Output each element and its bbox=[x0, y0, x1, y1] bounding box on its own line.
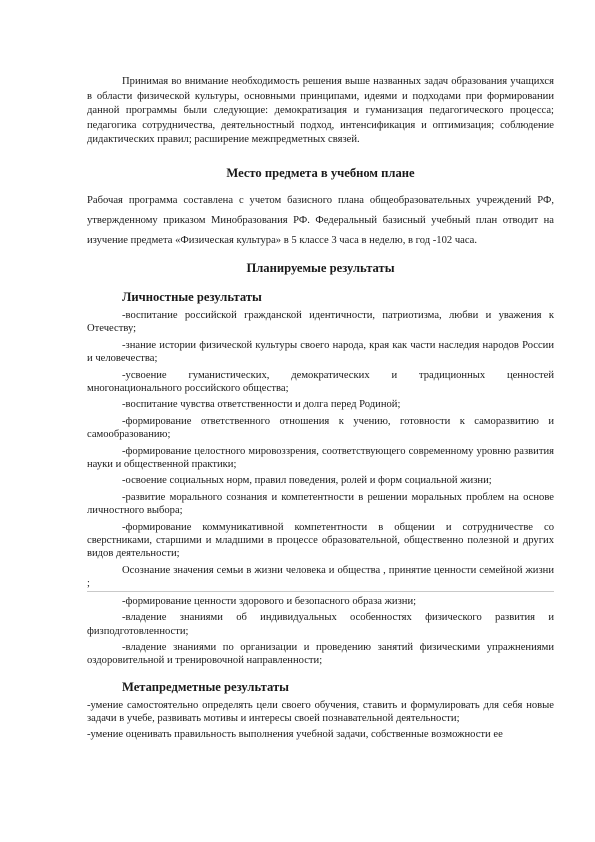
intro-paragraph: Принимая во внимание необходимость решения выше названных задач образования учащихся в области физической культуры, основными принципами, идеями и подходами при формировании данной программы были следующие: демократизация и гуманизация педагогического процесса; педагогика сотрудничества, деятельностный подход, интенсификация и оптимизация; соблюдение дидактических правил; расширение межпредметных связей. bbox=[87, 76, 554, 146]
personal-heading-bold: результаты bbox=[196, 289, 262, 304]
list-item: -владение знаниями по организации и проведению занятий физическими упражнениями оздоровительной и тренировочной направленности; bbox=[87, 641, 554, 667]
meta-heading-text: Метапредметные bbox=[122, 679, 225, 694]
list-item: -формирование целостного мировоззрения, соответствующего современному уровню развития науки и общественной практики; bbox=[87, 445, 554, 471]
meta-heading-bold: результаты bbox=[224, 679, 289, 694]
list-item: -формирование коммуникативной компетентности в общении и сотрудничестве со сверстниками, старшими и младшими в процессе образовательной, общественно полезной и других видов деятельности; bbox=[87, 521, 554, 560]
place-heading: Место предмета в учебном плане bbox=[226, 165, 415, 180]
results-heading: Планируемые результаты bbox=[246, 260, 395, 275]
list-item: -формирование ценности здорового и безопасного образа жизни; bbox=[122, 595, 417, 607]
list-item: -воспитание российской гражданской идентичности, патриотизма, любви и уважения к Отечеству; bbox=[87, 309, 554, 335]
list-item: -владение знаниями об индивидуальных особенностях физического развития и физподготовленности; bbox=[87, 612, 554, 637]
list-item: -воспитание чувства ответственности и долга перед Родиной; bbox=[122, 399, 401, 411]
personal-heading-text: Личностные bbox=[122, 289, 197, 304]
personal-results-list bbox=[87, 309, 554, 668]
list-item: -умение оценивать правильность выполнения учебной задачи, собственные возможности ее bbox=[87, 728, 503, 740]
list-item: -развитие морального сознания и компетентности в решении моральных проблем на основе личностного выбора; bbox=[87, 491, 554, 517]
meta-results-list bbox=[87, 699, 554, 741]
place-paragraph: Рабочая программа составлена с учетом базисного плана общеобразовательных учреждений РФ, утвержденному приказом Минобразования РФ. Федеральный базисный учебный план отводит на изучение предмета «Физическая культура» в 5 классе 3 часа в неделю, в год -102 часа. bbox=[87, 194, 554, 246]
document-page bbox=[87, 75, 554, 743]
list-item: -освоение социальных норм, правил поведения, ролей и форм социальной жизни; bbox=[122, 475, 492, 487]
list-item: -знание истории физической культуры своего народа, края как части наследия народов России и человечества; bbox=[87, 339, 554, 365]
list-item: -формирование ответственного отношения к учению, готовности к саморазвитию и самообразованию; bbox=[87, 415, 554, 441]
meta-results-heading bbox=[122, 680, 554, 695]
list-item: -усвоение гуманистических, демократических и традиционных ценностей многонационального российского общества; bbox=[87, 369, 554, 394]
list-item: -умение самостоятельно определять цели своего обучения, ставить и формулировать для себя новые задачи в учебе, развивать мотивы и интересы своей познавательной деятельности; bbox=[87, 699, 554, 725]
list-item: Осознание значения семьи в жизни человека и общества , принятие ценности семейной жизни ; bbox=[87, 564, 554, 592]
personal-results-heading bbox=[122, 290, 554, 305]
